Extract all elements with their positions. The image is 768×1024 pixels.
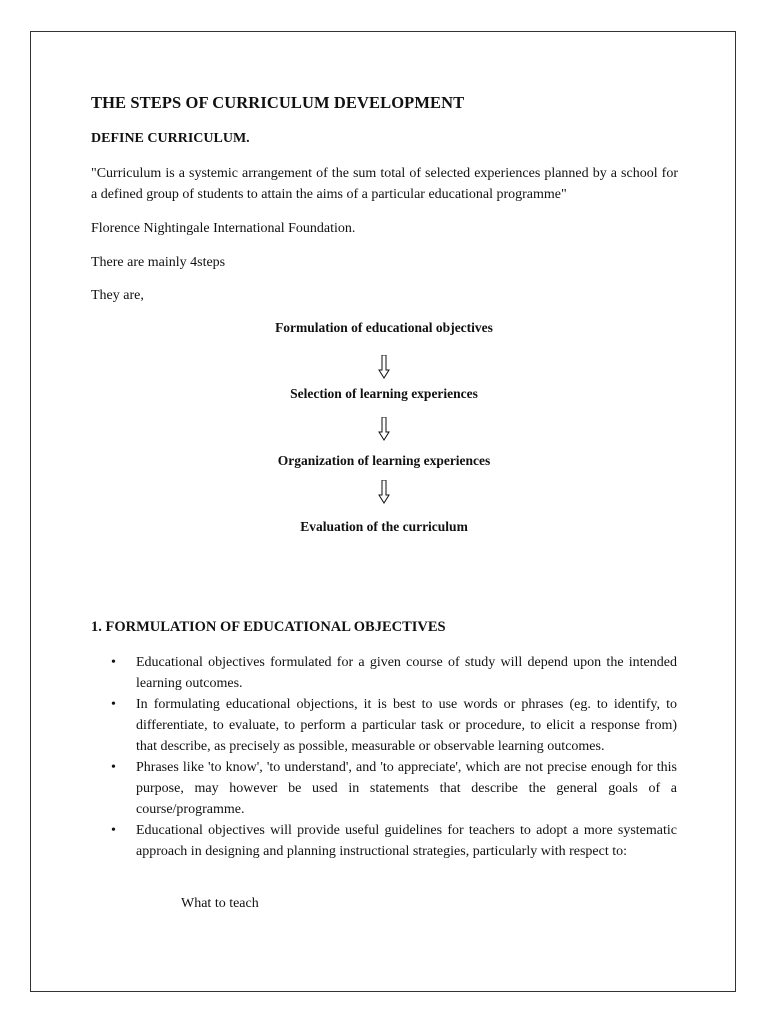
bullet-text: Phrases like 'to know', 'to understand', and 'to appreciate', which are not precise enough for this purpose, may however be used in statements that describe the general goals of a course/programme.: [136, 760, 677, 817]
bullet-marker: •: [111, 760, 116, 775]
list-item: [111, 757, 677, 820]
list-item: [111, 820, 677, 862]
list-item: [111, 652, 677, 694]
steps-intro: There are mainly 4steps: [91, 255, 226, 270]
document-page: [30, 31, 736, 992]
bullet-text: Educational objectives will provide useful guidelines for teachers to adopt a more systematic approach in designing and planning instructional strategies, particularly with respect to:: [136, 823, 677, 859]
bullet-marker: •: [111, 697, 116, 712]
they-are-text: They are,: [91, 288, 144, 303]
down-arrow-icon: [31, 355, 737, 379]
curriculum-definition-quote: "Curriculum is a systemic arrangement of the sum total of selected experiences planned by a school for a defined group of students to attain the aims of a particular educational programme": [91, 166, 678, 202]
bullet-marker: •: [111, 655, 116, 670]
bullet-marker: •: [111, 823, 116, 838]
bullet-text: Educational objectives formulated for a given course of study will depend upon the intended learning outcomes.: [136, 655, 677, 691]
objectives-bullet-list: [111, 652, 677, 862]
down-arrow-icon: [31, 417, 737, 441]
section-heading-formulation: 1. FORMULATION OF EDUCATIONAL OBJECTIVES: [91, 619, 446, 635]
list-item: [111, 694, 677, 757]
define-heading: DEFINE CURRICULUM.: [91, 131, 250, 146]
document-title: THE STEPS OF CURRICULUM DEVELOPMENT: [91, 93, 465, 112]
flow-step-organization: Organization of learning experiences: [277, 453, 491, 468]
quote-source: Florence Nightingale International Foundation.: [91, 221, 356, 236]
flow-step-selection: Selection of learning experiences: [290, 386, 478, 401]
flow-step-formulation: Formulation of educational objectives: [275, 320, 493, 335]
sub-item-what-to-teach: What to teach: [181, 896, 259, 911]
flow-step-evaluation: Evaluation of the curriculum: [300, 519, 468, 534]
bullet-text: In formulating educational objections, it is best to use words or phrases (eg. to identify, to differentiate, to evaluate, to perform a particular task or procedure, to elicit a response from) that describe, as precisely as possible, measurable or observable learning outcomes.: [136, 697, 677, 754]
down-arrow-icon: [31, 480, 737, 504]
